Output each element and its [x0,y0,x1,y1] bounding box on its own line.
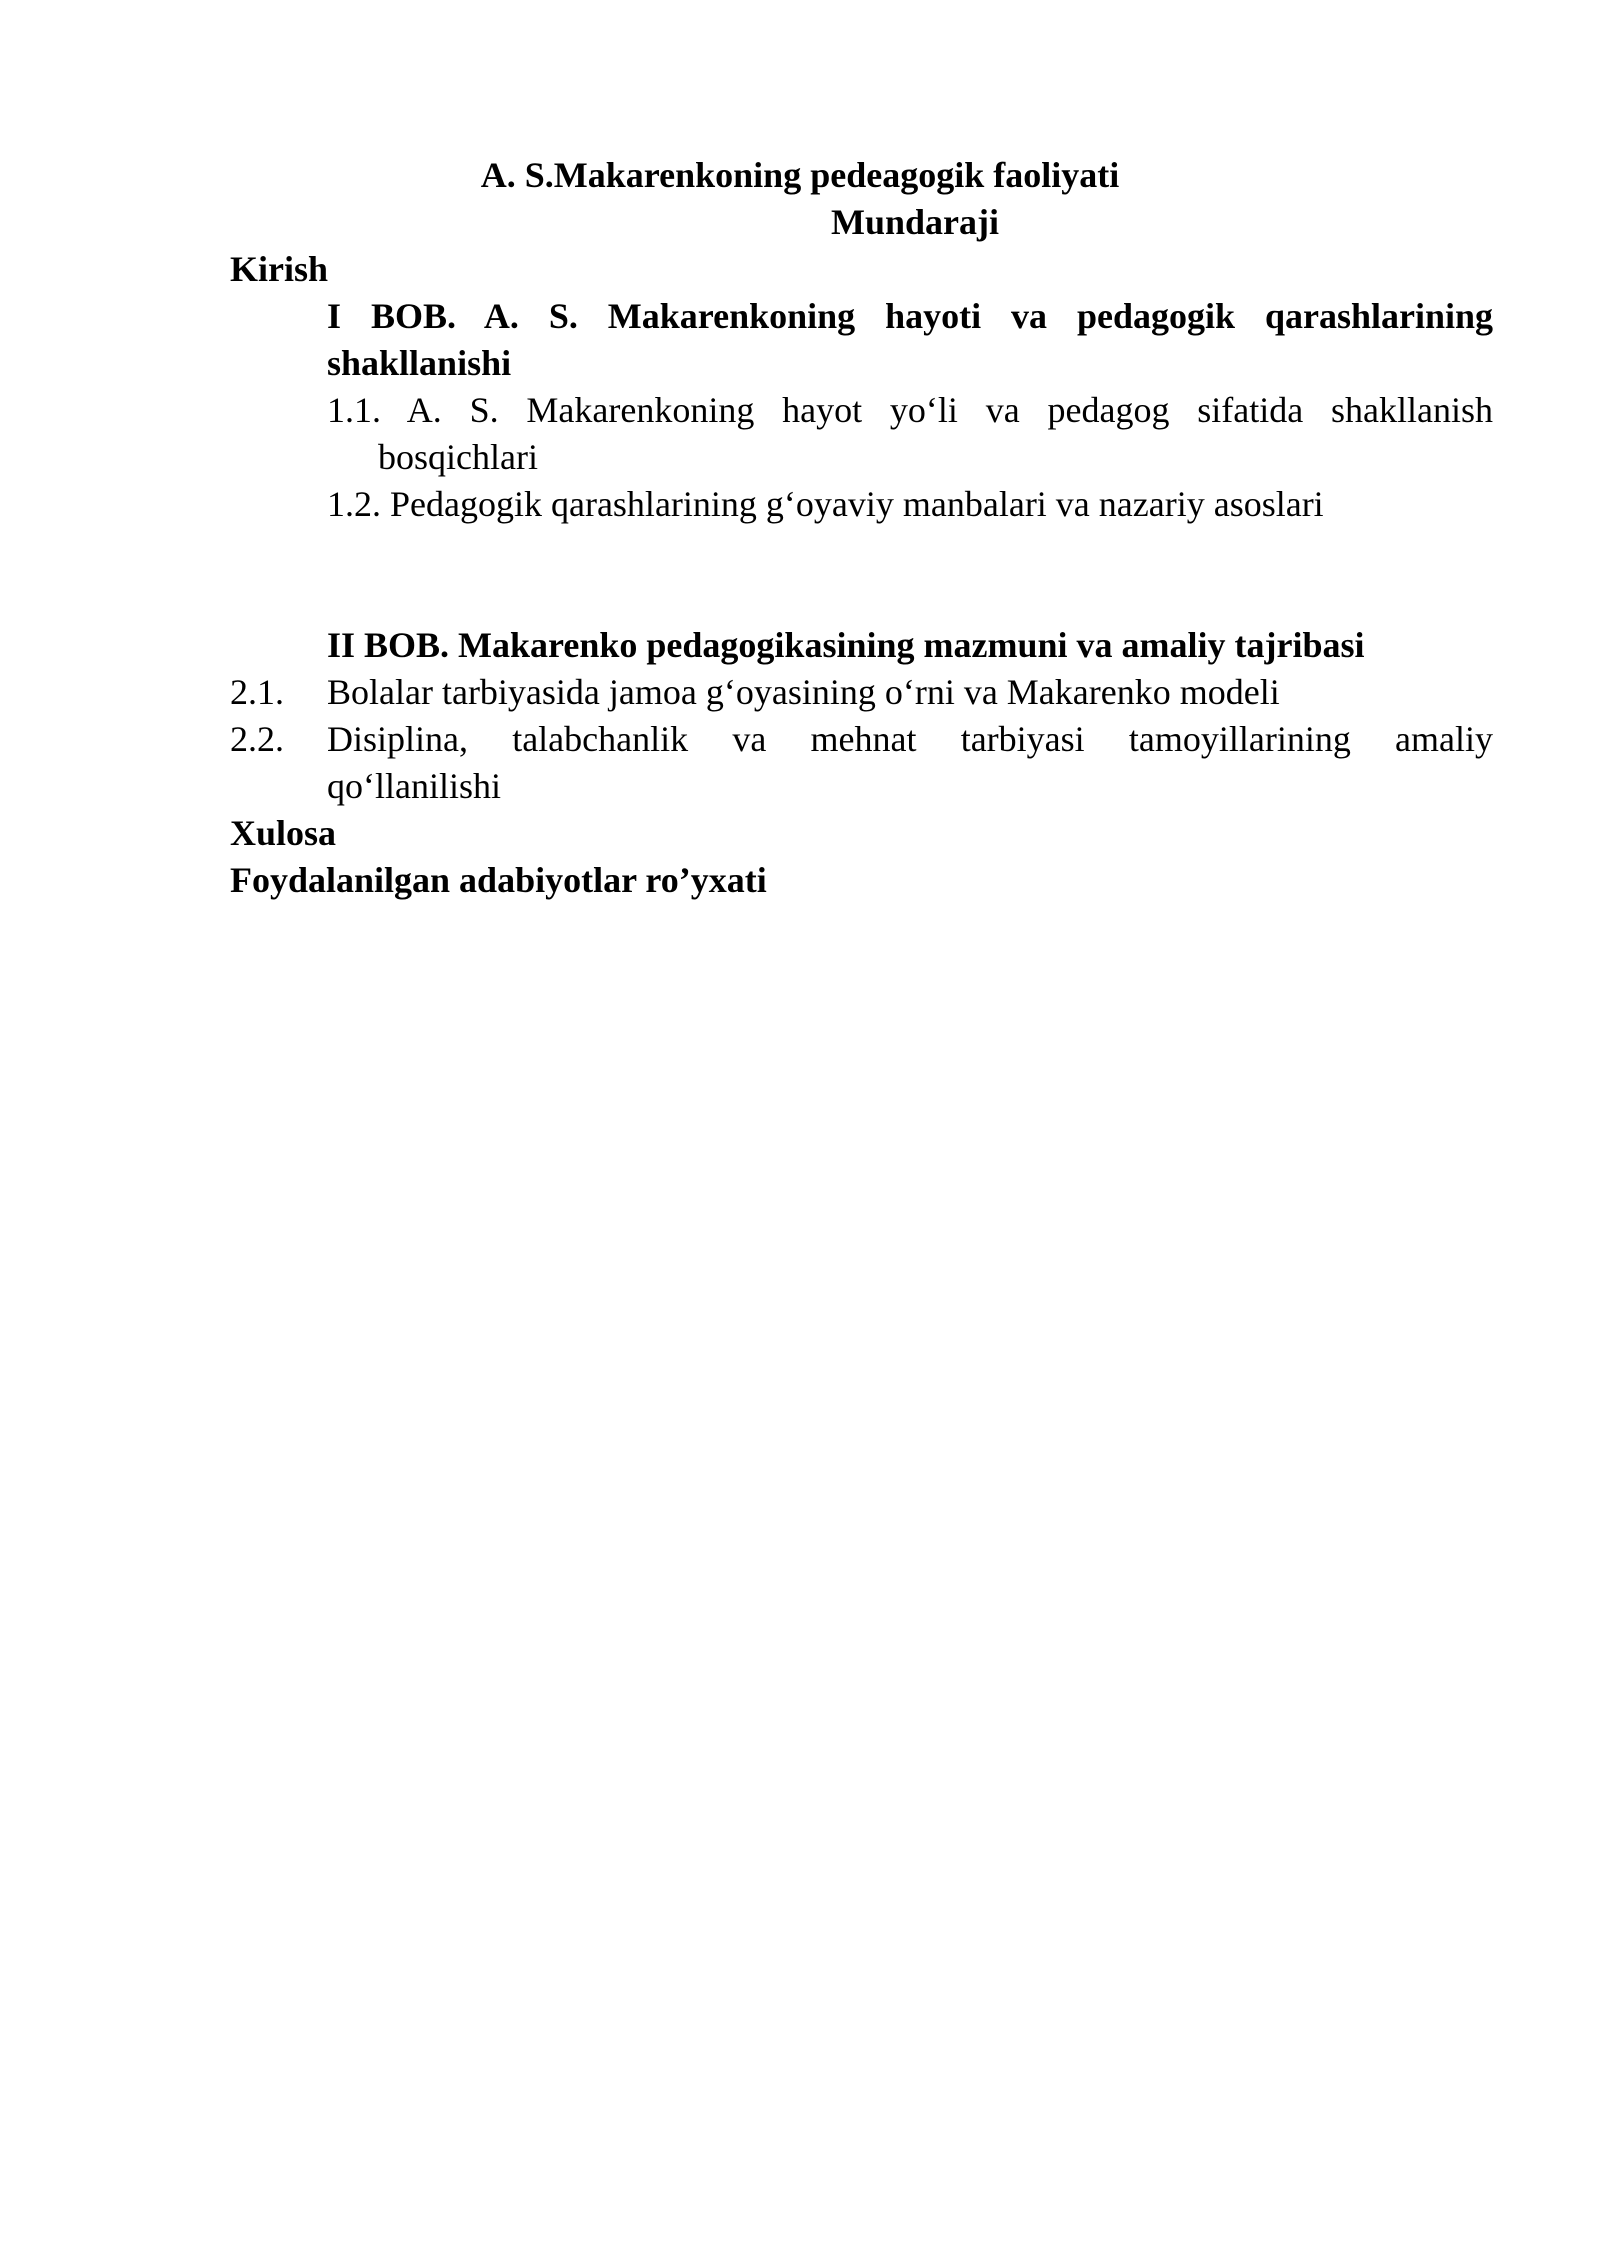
toc-chapter2-heading: II BOB. Makarenko pedagogikasining mazmuni va amaliy tajribasi [327,625,1365,665]
toc-item-2-2-line1: Disiplina, talabchanlik va mehnat tarbiyasi tamoyillarining amaliy [327,719,1493,759]
toc-item-1-1-line1: 1.1. A. S. Makarenkoning hayot yo‘li va pedagog sifatida shakllanish [327,390,1493,430]
toc-item-1-2: 1.2. Pedagogik qarashlarining g‘oyaviy manbalari va nazariy asoslari [327,484,1324,524]
toc-chapter1-heading-line2: shakllanishi [327,343,512,383]
toc-references: Foydalanilgan adabiyotlar ro’yxati [230,860,767,900]
toc-conclusion: Xulosa [230,813,337,853]
document-title: A. S.Makarenkoning pedeagogik faoliyati [480,155,1120,195]
toc-chapter1-heading-line1: I BOB. A. S. Makarenkoning hayoti va pedagogik qarashlarining [327,296,1493,336]
toc-item-1-1-line2: bosqichlari [378,437,538,477]
toc-item-2-2-line2: qo‘llanilishi [327,766,501,806]
toc-intro: Kirish [230,249,329,289]
toc-item-2-1: Bolalar tarbiyasida jamoa g‘oyasining o‘rni va Makarenko modeli [327,672,1280,712]
toc-item-2-2-number: 2.2. [230,719,284,759]
document-subtitle: Mundaraji [830,202,999,242]
toc-item-2-1-number: 2.1. [230,672,284,712]
